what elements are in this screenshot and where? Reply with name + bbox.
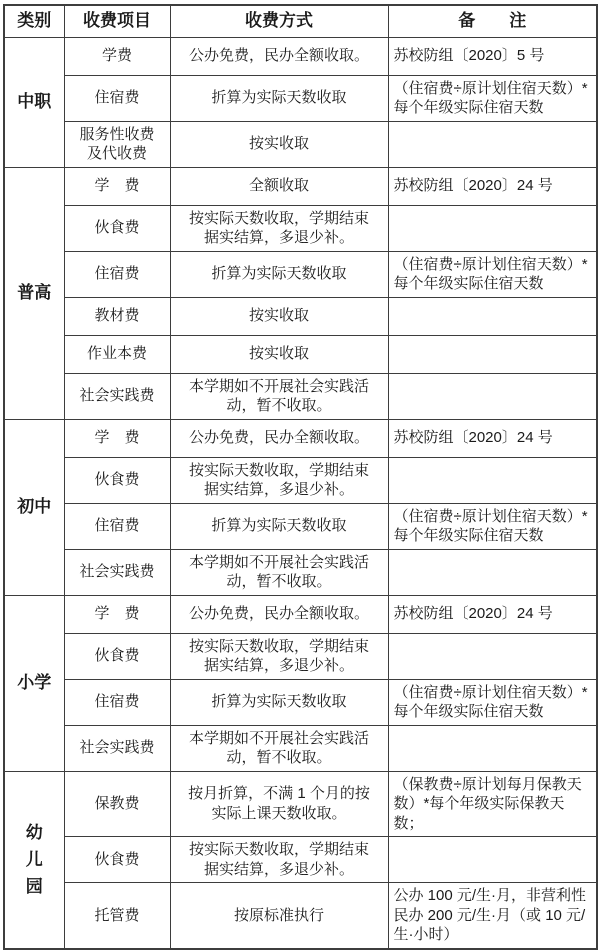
category-cell [4,771,64,949]
remark-cell [388,633,597,679]
table-row [4,503,597,549]
fee-method-cell: 公办免费，民办全额收取。 [170,37,388,75]
category-cell [4,419,64,595]
header-fee-method: 收费方式 [170,5,388,37]
remark-cell [388,457,597,503]
remark-cell [388,335,597,373]
remark-cell: （住宿费÷原计划住宿天数）*每个年级实际住宿天数 [388,679,597,725]
fee-item-cell: 住宿费 [64,251,170,297]
remark-cell [388,297,597,335]
remark-cell: 苏校防组〔2020〕24 号 [388,167,597,205]
fee-method-cell: 按月折算，不满 1 个月的按实际上课天数收取。 [170,771,388,837]
fee-method-cell: 本学期如不开展社会实践活动，暂不收取。 [170,725,388,771]
fee-item-cell: 伙食费 [64,837,170,883]
fee-item-cell: 学 费 [64,167,170,205]
remark-cell [388,205,597,251]
category-cell [4,595,64,771]
table-row [4,457,597,503]
fee-method-cell: 按实际天数收取，学期结束据实结算，多退少补。 [170,837,388,883]
remark-cell: 苏校防组〔2020〕5 号 [388,37,597,75]
remark-cell: 公办 100 元/生·月，非营利性民办 200 元/生·月（或 10 元/生·小时） [388,883,597,949]
fee-method-cell: 按实收取 [170,121,388,167]
fee-item-cell: 教材费 [64,297,170,335]
fee-method-cell: 按原标准执行 [170,883,388,949]
fee-method-cell: 折算为实际天数收取 [170,251,388,297]
remark-cell: （住宿费÷原计划住宿天数）*每个年级实际住宿天数 [388,251,597,297]
fee-item-cell: 学费 [64,37,170,75]
fee-method-cell: 按实际天数收取，学期结束据实结算，多退少补。 [170,457,388,503]
fee-item-cell: 伙食费 [64,205,170,251]
fee-method-cell: 按实际天数收取，学期结束据实结算，多退少补。 [170,205,388,251]
fee-method-cell: 本学期如不开展社会实践活动，暂不收取。 [170,373,388,419]
table-row [4,549,597,595]
category-cell [4,167,64,419]
header-remark: 备 注 [388,5,597,37]
category-label: 小学 [17,672,52,692]
fee-method-cell: 折算为实际天数收取 [170,679,388,725]
fee-item-cell: 学 费 [64,419,170,457]
fee-method-cell: 公办免费，民办全额收取。 [170,595,388,633]
fee-method-cell: 折算为实际天数收取 [170,503,388,549]
fee-item-cell: 保教费 [64,771,170,837]
category-cell [4,37,64,167]
table-row [4,679,597,725]
fee-item-cell: 作业本费 [64,335,170,373]
fee-item-cell: 住宿费 [64,503,170,549]
fee-method-cell: 公办免费，民办全额收取。 [170,419,388,457]
table-row [4,75,597,121]
table-row [4,419,597,457]
table-row [4,771,597,837]
fee-table [3,4,598,950]
fee-item-cell: 社会实践费 [64,725,170,771]
fee-method-cell: 按实际天数收取，学期结束据实结算，多退少补。 [170,633,388,679]
table-row [4,297,597,335]
remark-cell [388,725,597,771]
remark-cell [388,549,597,595]
category-label: 普高 [17,282,52,302]
fee-method-cell: 折算为实际天数收取 [170,75,388,121]
fee-item-cell: 学 费 [64,595,170,633]
fee-item-cell: 托管费 [64,883,170,949]
fee-method-cell: 按实收取 [170,297,388,335]
header-row [4,5,597,37]
fee-item-cell: 住宿费 [64,679,170,725]
table-row [4,725,597,771]
table-row [4,121,597,167]
table-row [4,595,597,633]
fee-item-cell: 住宿费 [64,75,170,121]
fee-item-cell: 服务性收费及代收费 [64,121,170,167]
remark-cell [388,837,597,883]
table-row [4,633,597,679]
table-row [4,373,597,419]
remark-cell: （保教费÷原计划每月保教天数）*每个年级实际保教天数； [388,771,597,837]
fee-table-body [4,37,597,949]
table-row [4,167,597,205]
table-row [4,335,597,373]
header-fee-item: 收费项目 [64,5,170,37]
fee-item-cell: 伙食费 [64,457,170,503]
remark-cell [388,373,597,419]
category-label: 初中 [17,496,52,516]
table-row [4,251,597,297]
header-category: 类别 [4,5,64,37]
fee-item-cell: 伙食费 [64,633,170,679]
category-label: 中职 [17,91,52,111]
category-label: 幼儿园 [25,822,43,897]
table-row [4,837,597,883]
remark-cell: （住宿费÷原计划住宿天数）*每个年级实际住宿天数 [388,75,597,121]
remark-cell: 苏校防组〔2020〕24 号 [388,419,597,457]
fee-item-cell: 社会实践费 [64,549,170,595]
table-row [4,205,597,251]
table-row [4,883,597,949]
remark-cell [388,121,597,167]
remark-cell: （住宿费÷原计划住宿天数）*每个年级实际住宿天数 [388,503,597,549]
fee-method-cell: 本学期如不开展社会实践活动，暂不收取。 [170,549,388,595]
fee-item-cell: 社会实践费 [64,373,170,419]
table-row [4,37,597,75]
remark-cell: 苏校防组〔2020〕24 号 [388,595,597,633]
fee-method-cell: 全额收取 [170,167,388,205]
fee-method-cell: 按实收取 [170,335,388,373]
